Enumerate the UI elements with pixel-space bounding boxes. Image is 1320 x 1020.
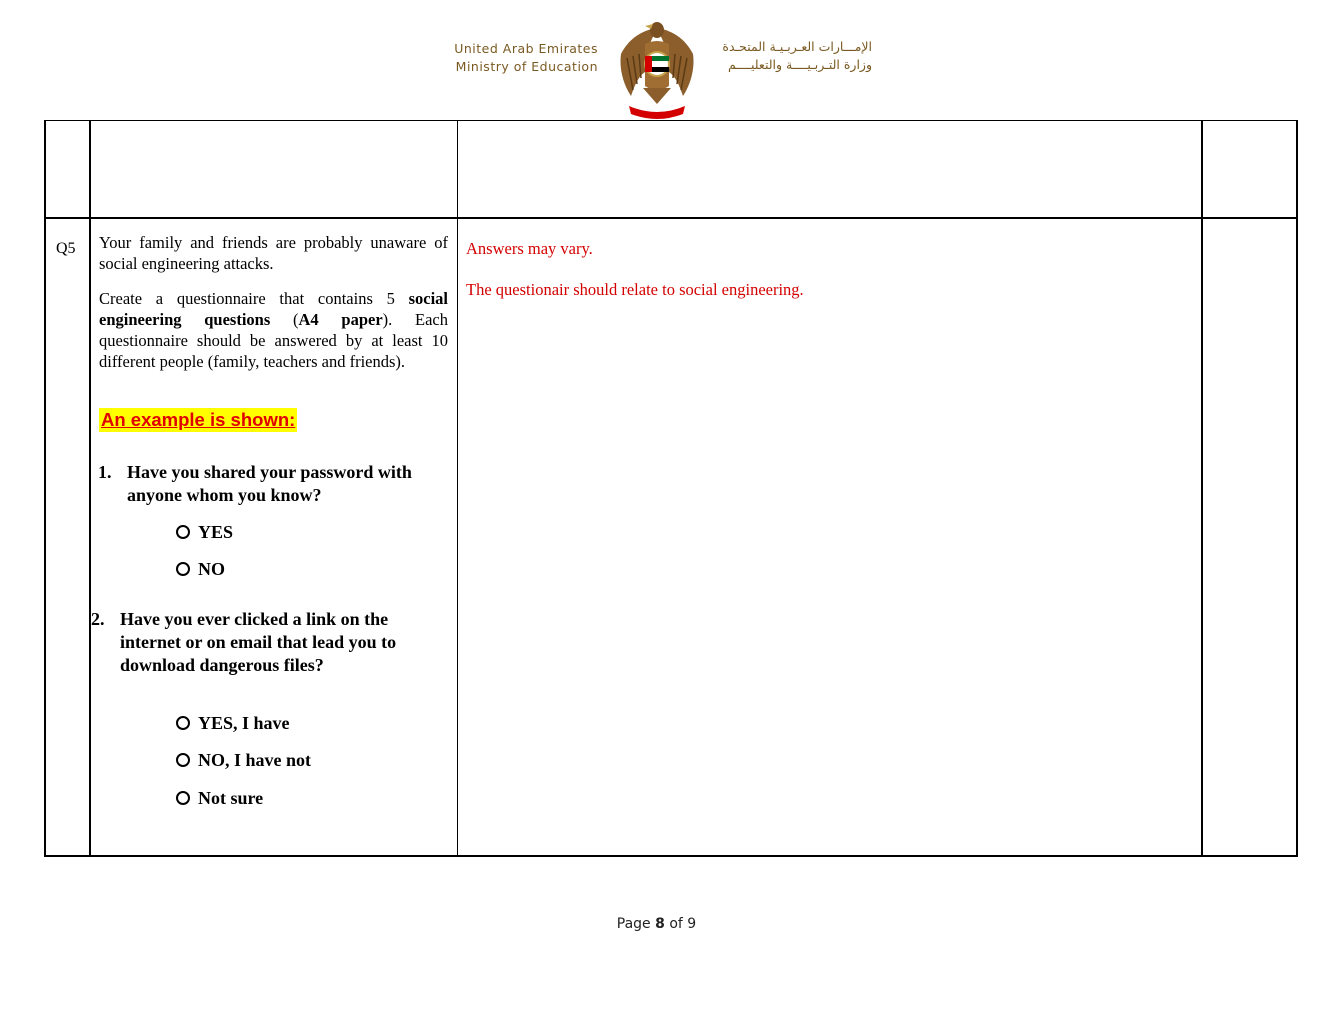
option-yes[interactable] bbox=[176, 521, 233, 543]
questionnaire-item-1 bbox=[98, 461, 448, 509]
option-label: Not sure bbox=[198, 788, 264, 808]
question-task bbox=[99, 288, 448, 372]
answer-line-1: Answers may vary. bbox=[466, 239, 593, 258]
column-border bbox=[1201, 120, 1203, 857]
task-bold-topic: social engineering questions bbox=[99, 289, 448, 329]
header-ar-ministry: وزارة التـربـيــــة والتعليــــم bbox=[728, 57, 872, 72]
task-bold-paper: A4 paper bbox=[298, 310, 383, 329]
table-bottom-border bbox=[44, 855, 1298, 857]
radio-circle-icon[interactable] bbox=[176, 753, 190, 767]
item-text: Have you shared your password with anyone whom you know? bbox=[127, 462, 412, 505]
option-label: YES bbox=[198, 522, 234, 542]
questionnaire-item-2 bbox=[91, 608, 436, 678]
footer-current-page: 8 bbox=[655, 916, 665, 932]
option-yes-i-have[interactable] bbox=[176, 712, 290, 734]
option-no[interactable] bbox=[176, 558, 225, 580]
option-label: YES, I have bbox=[198, 713, 290, 733]
header-ar-country: الإمـــارات العـربـيـة المتحـدة bbox=[722, 39, 872, 54]
radio-circle-icon[interactable] bbox=[176, 525, 190, 539]
footer-of: of bbox=[669, 916, 683, 932]
option-label: NO bbox=[198, 559, 225, 579]
task-text: Create a questionnaire that contains 5 bbox=[99, 289, 409, 308]
uae-emblem-icon bbox=[615, 14, 699, 120]
radio-circle-icon[interactable] bbox=[176, 562, 190, 576]
page-header bbox=[0, 0, 1320, 120]
question-number: Q5 bbox=[56, 240, 76, 257]
radio-circle-icon[interactable] bbox=[176, 791, 190, 805]
radio-circle-icon[interactable] bbox=[176, 716, 190, 730]
option-not-sure[interactable] bbox=[176, 787, 263, 809]
option-no-i-have-not[interactable] bbox=[176, 749, 311, 771]
item-number: 2. bbox=[91, 609, 105, 629]
page-footer bbox=[0, 916, 1313, 932]
table-top-border bbox=[44, 120, 1298, 121]
option-label: NO, I have not bbox=[198, 750, 312, 770]
header-arabic bbox=[712, 38, 872, 74]
example-label: An example is shown: bbox=[101, 409, 296, 430]
question-intro: Your family and friends are probably unaware of social engineering attacks. bbox=[99, 233, 448, 273]
answer-line-2: The questionair should relate to social engineering. bbox=[466, 280, 804, 299]
header-en-country: United Arab Emirates bbox=[454, 41, 598, 56]
column-border bbox=[457, 120, 458, 857]
column-border bbox=[89, 120, 91, 857]
item-number: 1. bbox=[98, 462, 112, 482]
column-border bbox=[44, 120, 46, 857]
task-text: ). Each questionnaire should be answered by at least 10 different people (family, teachers and friends). bbox=[99, 310, 448, 371]
task-text: ( bbox=[270, 310, 299, 329]
header-english bbox=[430, 40, 598, 76]
row-divider bbox=[44, 217, 1298, 219]
footer-prefix: Page bbox=[616, 916, 651, 932]
header-en-ministry: Ministry of Education bbox=[455, 59, 598, 74]
footer-total-pages: 9 bbox=[687, 916, 697, 932]
item-text: Have you ever clicked a link on the internet or on email that lead you to download dangerous files? bbox=[120, 609, 397, 675]
column-border bbox=[1296, 120, 1298, 857]
